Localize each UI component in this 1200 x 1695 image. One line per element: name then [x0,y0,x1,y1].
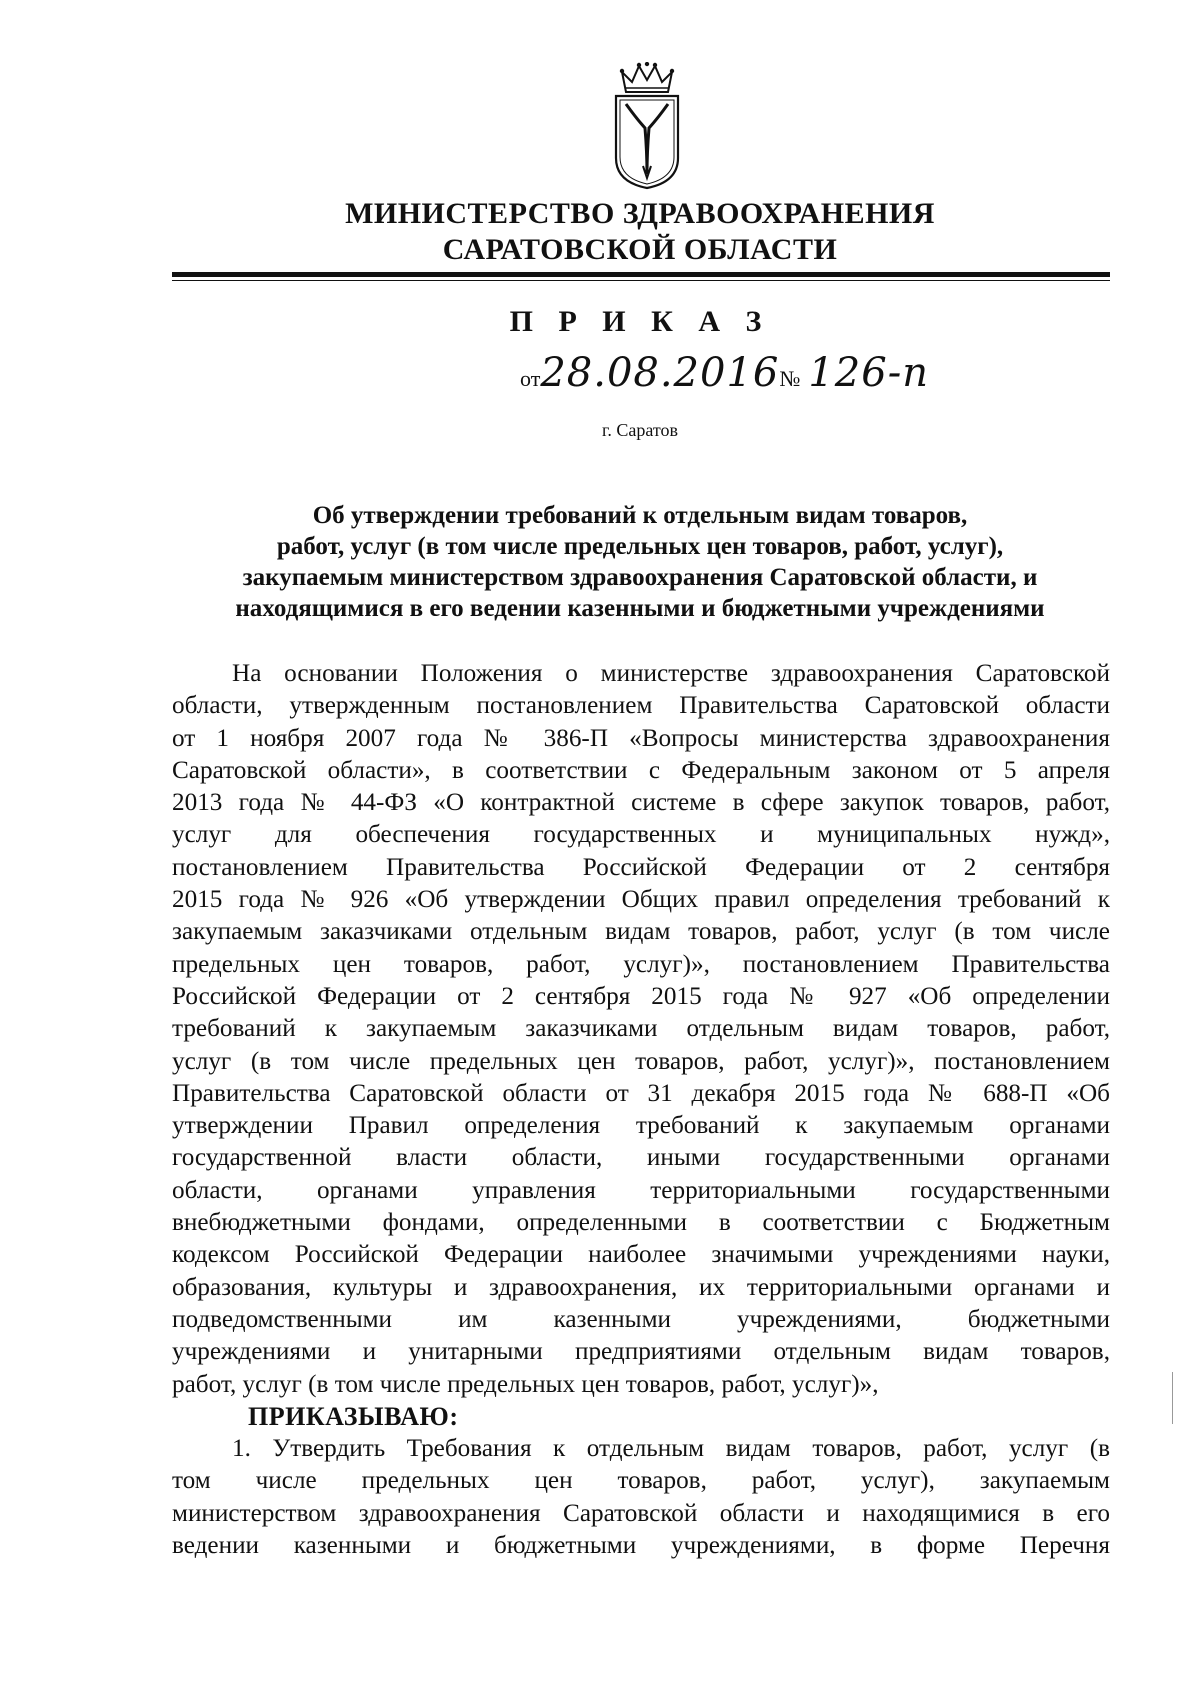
body-line: 2013 года № 44-ФЗ «О контрактной системе в сфере закупок товаров, работ, [172,789,1110,817]
body-line: государственной власти области, иными государственными органами [172,1144,1110,1172]
body-line: услуг для обеспечения государственных и муниципальных нужд», [172,821,1110,849]
document-title: П Р И К А З [509,305,771,338]
order-date-number [520,350,929,410]
handwritten-date: 28.08.2016 [540,350,780,396]
order-subject [170,500,1110,624]
subject-line: закупаемым министерством здравоохранения Саратовской области, и [242,564,1038,591]
body-line: образования, культуры и здравоохранения, их территориальными органами и [172,1273,1110,1301]
body-line: от 1 ноября 2007 года № 386-П «Вопросы министерства здравоохранения [172,724,1110,752]
body-line: услуг (в том числе предельных цен товаров, работ, услуг)», постановлением [172,1047,1110,1075]
item-line: министерством здравоохранения Саратовской области и находящимися в его [172,1499,1110,1527]
ministry-name-line2: САРАТОВСКОЙ ОБЛАСТИ [442,233,838,266]
subject-line: Об утверждении требований к отдельным видам товаров, [312,502,968,529]
scan-margin-mark [1172,1372,1173,1424]
body-line: Российской Федерации от 2 сентября 2015 года № 927 «Об определении [172,982,1110,1010]
city-label: г. Саратов [602,420,678,440]
number-prefix: № [779,366,801,391]
subject-line: находящимися в его ведении казенными и бюджетными учреждениями [235,595,1045,622]
saratov-coat-of-arms-icon [612,62,682,190]
body-line: требований к закупаемым заказчиками отдельным видам товаров, работ, [172,1015,1110,1043]
header-rule-thick [172,272,1110,277]
body-line: кодексом Российской Федерации наиболее значимыми учреждениями науки, [172,1241,1110,1269]
body-line: работ, услуг (в том числе предельных цен товаров, работ, услуг)», [172,1370,879,1398]
body-line: закупаемым заказчиками отдельным видам товаров, работ, услуг (в том числе [172,918,1110,946]
subject-line: работ, услуг (в том числе предельных цен товаров, работ, услуг), [276,533,1004,560]
body-line: области, утвержденным постановлением Правительства Саратовской области [172,692,1110,720]
handwritten-number: 126-п [808,350,929,396]
body-line: 2015 года № 926 «Об утверждении Общих правил определения требований к [172,886,1110,914]
body-line: утверждении Правил определения требований к закупаемым органами [172,1112,1110,1140]
item-line: ведении казенными и бюджетными учреждениями, в форме Перечня [172,1532,1110,1560]
body-line: постановлением Правительства Российской Федерации от 2 сентября [172,853,1110,881]
date-prefix: от [520,366,541,391]
body-line: На основании Положения о министерстве здравоохранения Саратовской [232,660,1110,687]
order-directive: ПРИКАЗЫВАЮ: [248,1401,459,1431]
body-line: Правительства Саратовской области от 31 декабря 2015 года № 688-П «Об [172,1079,1110,1107]
item-line: 1. Утвердить Требования к отдельным видам товаров, работ, услуг (в [232,1435,1110,1463]
ministry-name-line1: МИНИСТЕРСТВО ЗДРАВООХРАНЕНИЯ [345,197,935,230]
item-line: том числе предельных цен товаров, работ, услуг), закупаемым [172,1467,1110,1495]
body-line: подведомственными им казенными учреждениями, бюджетными [172,1305,1110,1333]
body-line: внебюджетными фондами, определенными в соответствии с Бюджетным [172,1209,1110,1237]
header-rule-thin [172,280,1110,281]
body-line: учреждениями и унитарными предприятиями отдельным видам товаров, [172,1338,1110,1366]
body-line: Саратовской области», в соответствии с Федеральным законом от 5 апреля [172,756,1110,784]
order-body [172,658,1110,1562]
body-line: области, органами управления территориальными государственными [172,1176,1110,1204]
body-line: предельных цен товаров, работ, услуг)», постановлением Правительства [172,950,1110,978]
